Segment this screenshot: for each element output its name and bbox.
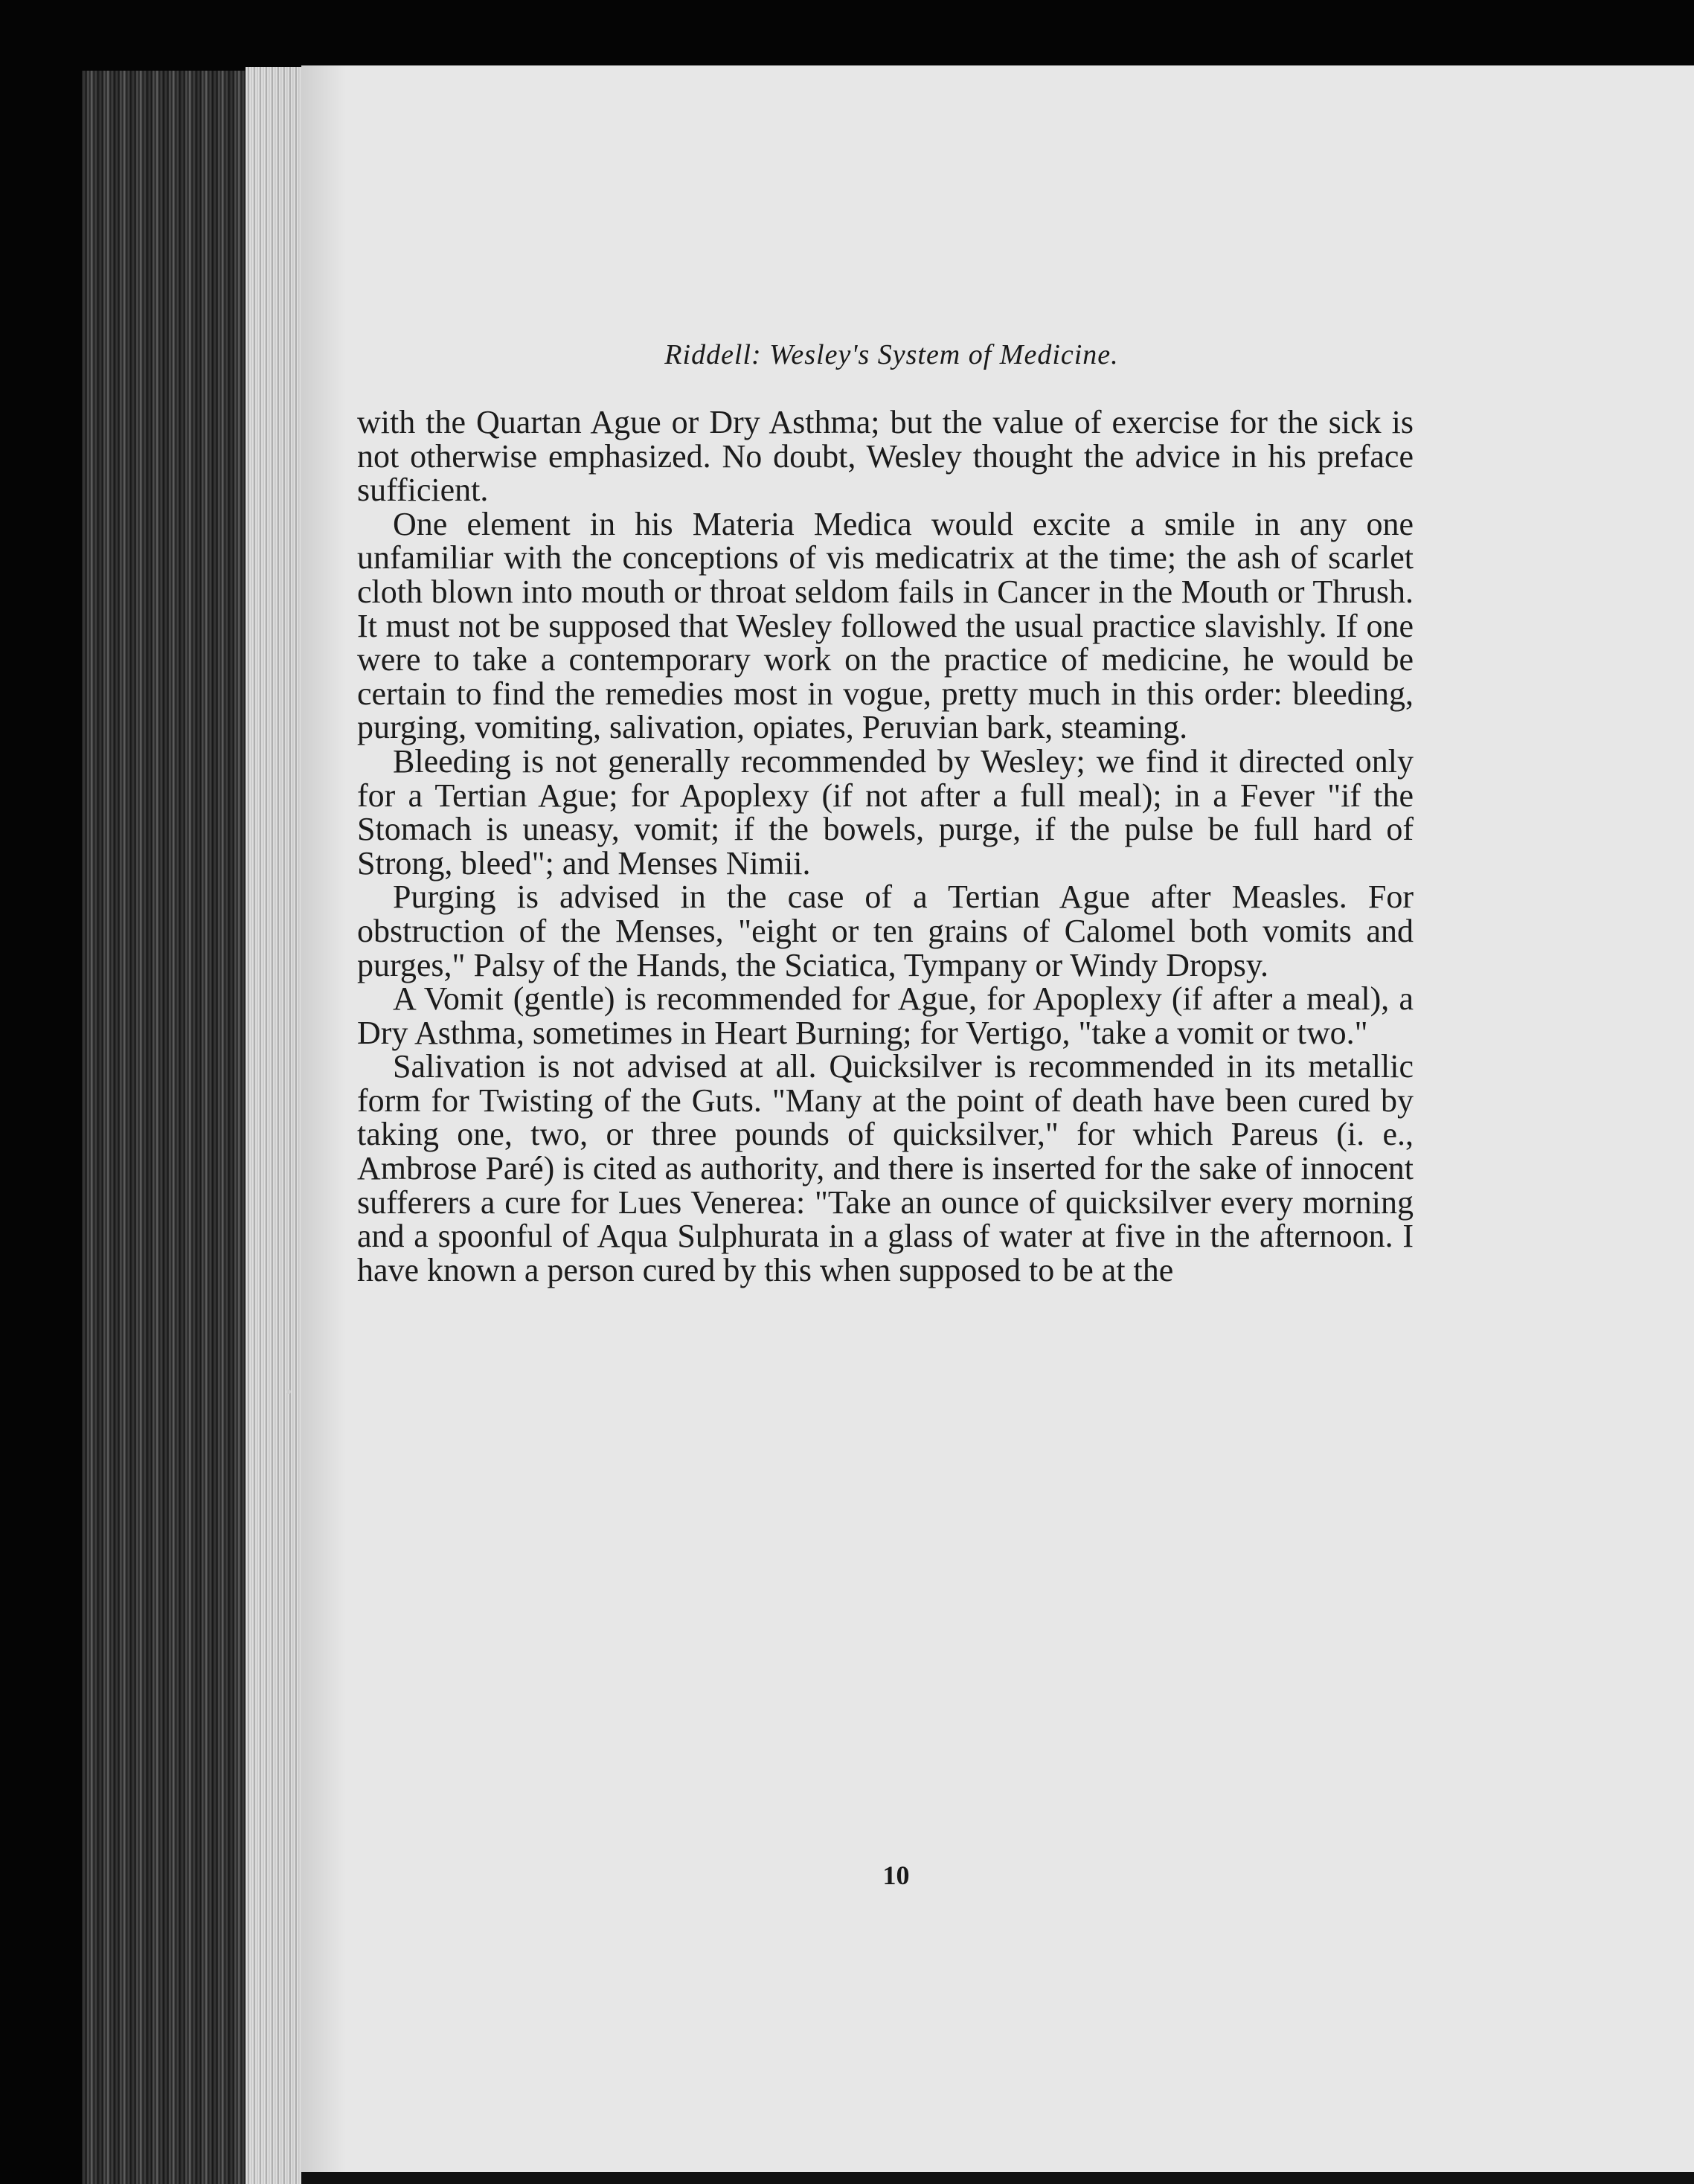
page-number: 10	[882, 1860, 910, 1890]
paragraph: Salivation is not advised at all. Quicksilver is recommended in its metallic form for Twisting of the Guts. "Many at the point of death have been cured by taking one, two, or three pounds of quicksilver," for which Pareus (i. e., Ambrose Paré) is cited as authority, and there is inserted for the sake of innocent sufferers a cure for Lues Venerea: "Take an ounce of quicksilver every morning and a spoonful of Aqua Sulphurata in a glass of water at five in the afternoon. I have known a person cured by this when supposed to be at the	[357, 1048, 1414, 1288]
dust-speck	[286, 1390, 291, 1394]
paragraph: Bleeding is not generally recommended by Wesley; we find it directed only for a Tertian Ague; for Apoplexy (if not after a full meal); in a Fever "if the Stomach is uneasy, vomit; if the bowels, purge, if the pulse be full hard of Strong, bleed"; and Menses Nimii.	[357, 742, 1414, 881]
scan-bottom-border	[301, 2172, 1694, 2184]
paragraph: with the Quartan Ague or Dry Asthma; but the value of exercise for the sick is not otherwise emphasized. No doubt, Wesley thought the advice in his preface sufficient.	[357, 404, 1414, 509]
body-text	[357, 405, 1414, 1287]
running-head: Riddell: Wesley's System of Medicine.	[664, 339, 1119, 370]
paragraph: One element in his Materia Medica would excite a smile in any one unfamiliar with the conceptions of vis medicatrix at the time; the ash of scarlet cloth blown into mouth or throat seldom fails in Cancer in the Mouth or Thrush. It must not be supposed that Wesley followed the usual practice slavishly. If one were to take a contemporary work on the practice of medicine, he would be certain to find the remedies most in vogue, pretty much in this order: bleeding, purging, vomiting, salivation, opiates, Peruvian bark, steaming.	[357, 505, 1414, 746]
paragraph: Purging is advised in the case of a Tertian Ague after Measles. For obstruction of the Menses, "eight or ten grains of Calomel both vomits and purges," Palsy of the Hands, the Sciatica, Tympany or Windy Dropsy.	[357, 879, 1414, 983]
paragraph: A Vomit (gentle) is recommended for Ague, for Apoplexy (if after a meal), a Dry Asthma, sometimes in Heart Burning; for Vertigo, "take a vomit or two."	[357, 980, 1414, 1051]
